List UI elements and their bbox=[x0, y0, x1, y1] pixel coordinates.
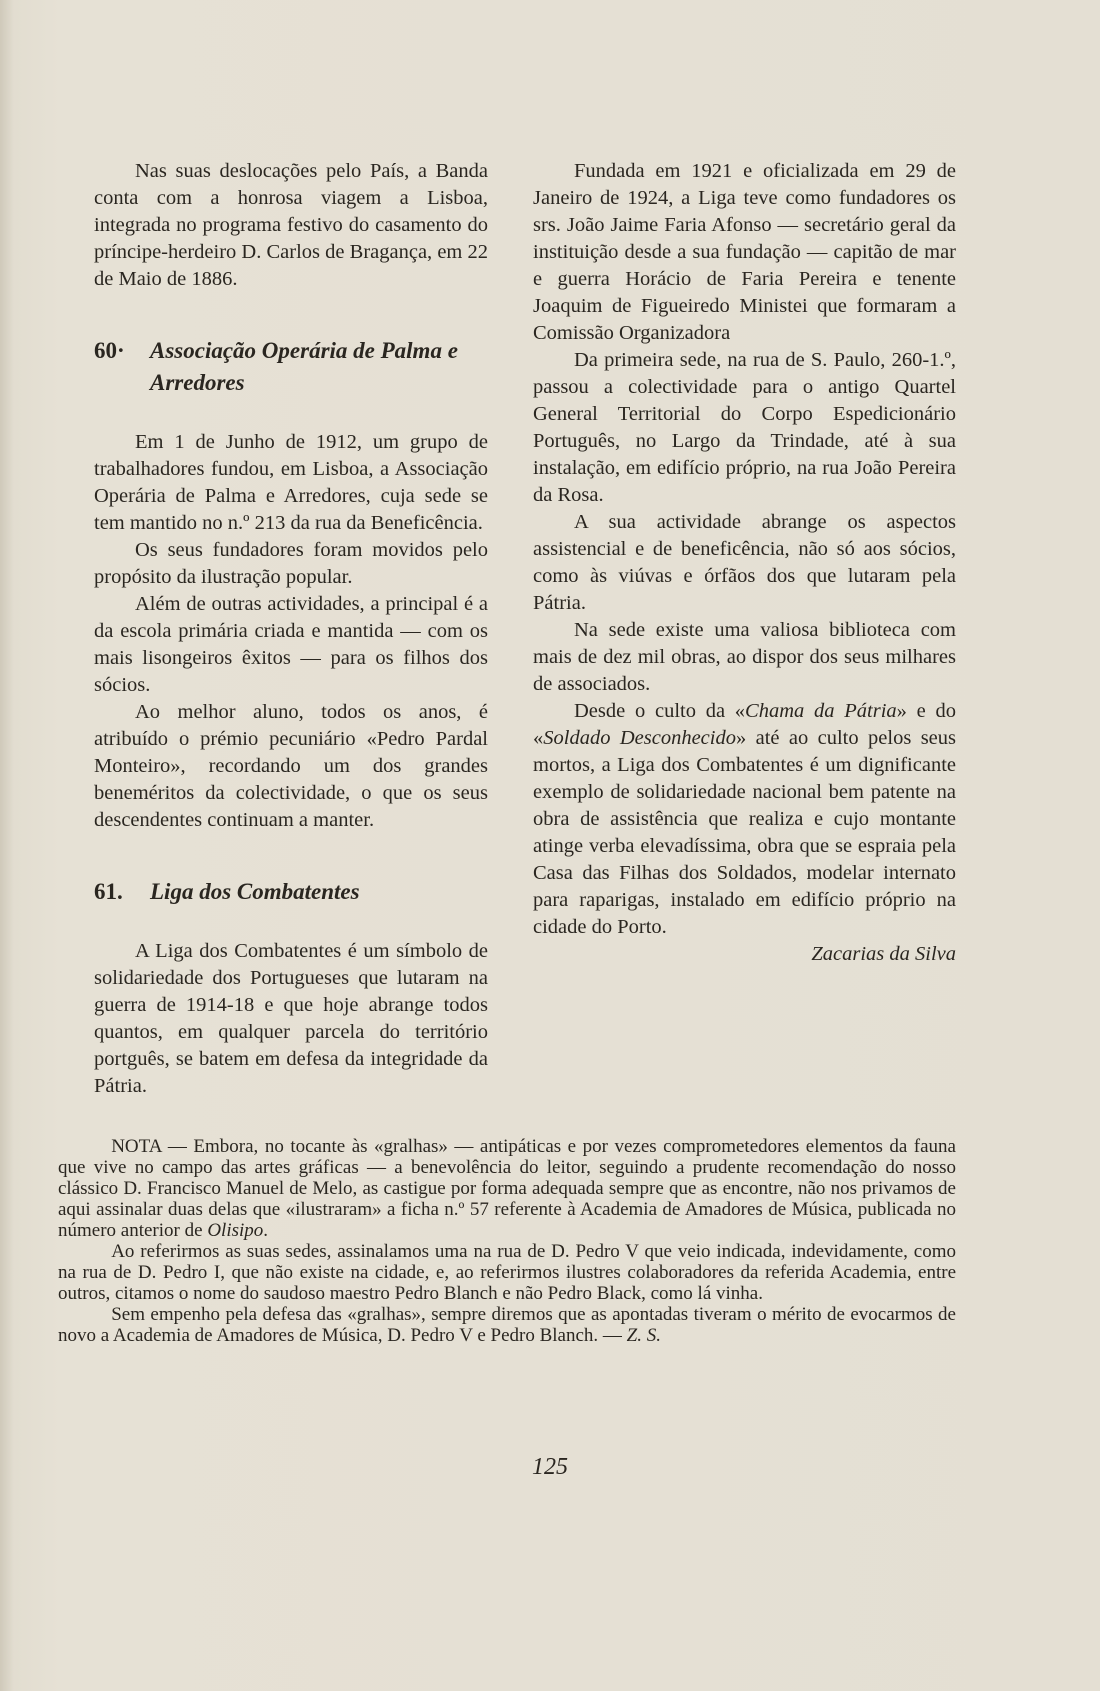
section-60-paragraph: Além de outras actividades, a principal é a da escola primária criada e mantida — com os mais lisongeiros êxitos — para os filhos dos sócios. bbox=[94, 593, 488, 696]
section-61-number: 61. bbox=[94, 879, 123, 904]
section-60-paragraph: Ao melhor aluno, todos os anos, é atribuído o prémio pecuniário «Pedro Pardal Monteiro», recordando um dos grandes beneméritos da colectividade, o que os seus descendentes continuam a manter. bbox=[94, 701, 488, 831]
right-column bbox=[533, 158, 956, 968]
text-run: » até ao culto pelos seus mortos, a Liga dos Combatentes é um dignificante exemplo de solidariedade nacional bem patente na obra de assistência que realiza e cujo montante atinge verba elevadíssima, obra que se espraia pela Casa das Filhas dos Soldados, modelar internato para raparigas, instalado em edifício próprio na cidade do Porto. bbox=[533, 727, 956, 938]
section-61-paragraph: A Liga dos Combatentes é um símbolo de solidariedade dos Portugueses que lutaram na guerra de 1914-18 e que hoje abrange todos quantos, em qualquer parcela do território portguês, se batem em defesa da integridade da Pátria. bbox=[94, 940, 488, 1097]
italic-run: Soldado Desconhecido bbox=[543, 727, 736, 749]
section-61-title: Liga dos Combatentes bbox=[150, 879, 360, 904]
section-61-heading bbox=[94, 876, 488, 908]
italic-run: Z. S. bbox=[626, 1325, 661, 1346]
note-paragraph: Ao referirmos as suas sedes, assinalamos uma na rua de D. Pedro V que veio indicada, indevidamente, como na rua de D. Pedro I, que não existe na cidade, e, ao referirmos ilustres colaboradores da referida Academia, entre outros, citamos o nome do saudoso maestro Pedro Blanch e não Pedro Black, como lá vinha. bbox=[58, 1241, 956, 1304]
right-paragraph bbox=[533, 698, 956, 941]
right-paragraph: A sua actividade abrange os aspectos assistencial e de beneficência, não só aos sócios, como às viúvas e órfãos dos que lutaram pela Pátria. bbox=[533, 511, 956, 614]
left-column bbox=[94, 158, 488, 1100]
italic-run: Olisipo bbox=[207, 1220, 264, 1241]
footnote bbox=[58, 1136, 956, 1346]
author-signature: Zacarias da Silva bbox=[811, 943, 956, 965]
section-60-title: Associação Operária de Palma e Arredores bbox=[150, 338, 458, 395]
page-number: 125 bbox=[532, 1454, 568, 1480]
section-60-paragraph: Em 1 de Junho de 1912, um grupo de trabalhadores fundou, em Lisboa, a Associação Operária de Palma e Arredores, cuja sede se tem mantido no n.º 213 da rua da Beneficência. bbox=[94, 431, 488, 534]
text-run: . bbox=[263, 1220, 269, 1241]
note-paragraph bbox=[58, 1136, 956, 1241]
right-paragraph: Na sede existe uma valiosa biblioteca com mais de dez mil obras, ao dispor dos seus milhares de associados. bbox=[533, 619, 956, 695]
text-run: NOTA — Embora, no tocante às «gralhas» — antipáticas e por vezes comprometedores elementos da fauna que vive no campo das artes gráficas — a benevolência do leitor, seguindo a prudente recomendação do nosso clássico D. Francisco Manuel de Melo, as castigue por forma adequada sempre que as encontre, não nos privamos de aqui assinalar duas delas que «ilustraram» a ficha n.º 57 referente à Academia de Amadores de Música, publicada no número anterior de bbox=[58, 1136, 956, 1241]
section-60-heading bbox=[94, 335, 488, 399]
right-paragraph: Da primeira sede, na rua de S. Paulo, 260-1.º, passou a colectividade para o antigo Quartel General Territorial do Corpo Espedicionário Português, no Largo da Trindade, até à sua instalação, em edifício próprio, na rua João Pereira da Rosa. bbox=[533, 349, 956, 506]
intro-paragraph: Nas suas deslocações pelo País, a Banda conta com a honrosa viagem a Lisboa, integrada no programa festivo do casamento do príncipe-herdeiro D. Carlos de Bragança, em 22 de Maio de 1886. bbox=[94, 160, 488, 290]
note-paragraph bbox=[58, 1304, 956, 1346]
right-paragraph: Fundada em 1921 e oficializada em 29 de Janeiro de 1924, a Liga teve como fundadores os srs. João Jaime Faria Afonso — secretário geral da instituição desde a sua fundação — capitão de mar e guerra Horácio de Faria Pereira e tenente Joaquim de Figueiredo Ministei que formaram a Comissão Organizadora bbox=[533, 160, 956, 344]
text-run: » e do « bbox=[533, 700, 956, 749]
section-60-paragraph: Os seus fundadores foram movidos pelo propósito da ilustração popular. bbox=[94, 539, 488, 588]
text-run: Sem empenho pela defesa das «gralhas», sempre diremos que as apontadas tiveram o mérito de evocarmos de novo a Academia de Amadores de Música, D. Pedro V e Pedro Blanch. — bbox=[58, 1304, 956, 1346]
italic-run: Chama da Pátria bbox=[745, 700, 897, 722]
section-60-number: 60· bbox=[94, 338, 125, 363]
text-run: Desde o culto da « bbox=[574, 700, 746, 722]
